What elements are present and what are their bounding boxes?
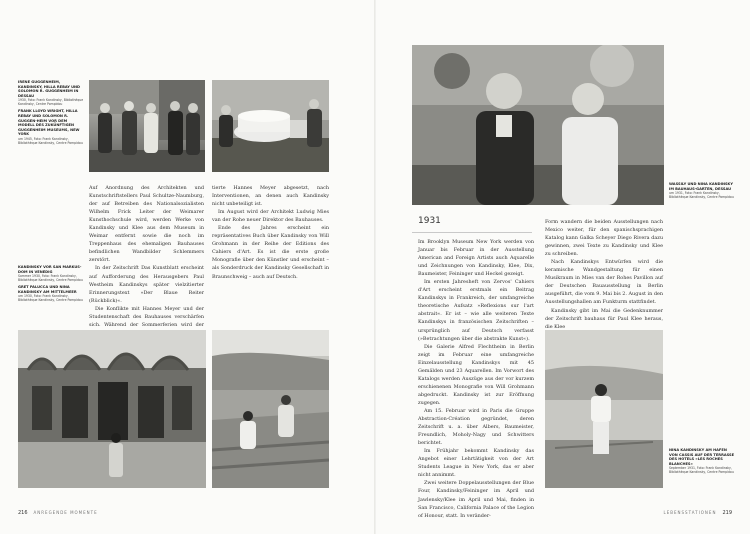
left-text-column-1	[89, 184, 204, 337]
caption-credit: 1930, Foto: Frank Kandinsky, Bibliothèque Kandinsky, Centre Pompidou	[18, 98, 84, 107]
photo-san-marco-venice	[18, 330, 206, 488]
caption-title: IRENE GUGGENHEIM, KANDINSKY, HILLA REBAY UND SOLOMON R. GUGGENHEIM IN DESSAU	[18, 80, 81, 98]
photo-museum-model	[212, 80, 329, 172]
right-text-column-2	[545, 218, 663, 331]
paragraph: Ende des Jahres erscheint ein repräsentatives Buch über Kandinsky von Will Grohmann in der Reihe der Editions des Cahiers d'Art. Es ist die erste große Monografie über den Künstler und erscheint – als Sonderdruck der Kandinsky Gesellschaft in Braunschweig – auch auf Deutsch.	[212, 225, 329, 280]
running-head: ANREGENDE MOMENTE	[33, 510, 98, 515]
paragraph: Im Brooklyn Museum New York werden von Januar bis Februar in der Ausstellung American and Foreign Artists auch Aquarelle und Zeichnungen von Kandinsky, Klee, Dix, Baumeister, Feininger und Heckel gezeigt.	[418, 239, 534, 278]
caption-guggenheim-dessau	[18, 80, 84, 148]
paragraph: Die Galerie Alfred Flechtheim in Berlin zeigt im Februar eine umfangreiche Einzelausstellung Kandinskys mit 45 Gemälden und 23 Aquarellen. Im Vorwort des Katalogs werden Auszüge aus der vor kurzem erschienenen Monografie von Will Grohmann abgedruckt. Kandinsky ist zur Eröffnung zugegen.	[418, 343, 534, 406]
caption-title: WASSILY UND NINA KANDINSKY IM BAUHAUS-GARTEN, DESSAU	[669, 182, 733, 191]
paragraph: Kandinsky gibt im Mai die Gedenknummer der Zeitschrift bauhaus für Paul Klee heraus, die Klee	[545, 307, 663, 330]
paragraph: In der Zeitschrift Das Kunstblatt erscheint auf Aufforderung des Herausgebers Paul Westheim Kandinskys später vielzitierter Erinnerungstext »Der Blaue Reiter (Rückblick)«.	[89, 265, 204, 304]
book-gutter	[374, 0, 376, 534]
paragraph: Im ersten Jahresheft von Zervos' Cahiers d'Art erscheint erstmals ein Beitrag Kandinskys in Frankreich, der umfangreiche theoretische Aufsatz »Reflexions sur l'art abstrait«. Er ist – wie alle weiteren Texte Kandinskys in französischen Zeitschriften – ursprünglich auf Deutsch verfasst (»Betrachtungen über die abstrakte Kunst«).	[418, 279, 534, 342]
photo-wassily-nina-garden	[412, 45, 664, 205]
paragraph: Nach Kandinskys Entwürfen wird die keramische Wandgestaltung für einen Musikraum in Mies van der Rohes Pavillon auf der Deutschen Bauausstellung in Berlin ausgeführt, die vom 9. Mai bis 2. August in den Ausstellungshallen am Funkturm stattfindet.	[545, 259, 663, 306]
caption-credit: September 1931, Foto: Frank Kandinsky, Bibliothèque Kandinsky, Centre Pompidou	[669, 466, 734, 475]
left-text-column-2	[212, 184, 329, 281]
caption-title: KANDINSKY VOR SAN MARKUS-DOM IN VENEDIG	[18, 265, 82, 274]
paragraph: Im Frühjahr bekommt Kandinsky das Angebot einer Lehrtätigkeit von der Art Students League in New York, das er aber nicht annimmt.	[418, 448, 534, 479]
caption-credit: um 1945, Foto: Frank Kandinsky, Bibliothèque Kandinsky, Centre Pompidou	[18, 136, 83, 145]
paragraph: Am 15. Februar wird in Paris die Gruppe Abstraction-Création gegründet, deren Zeitschrift u. a. über Albers, Baumeister, Freundlich, Moholy-Nagy und Schwitters berichtet.	[418, 407, 534, 447]
paragraph: Auf Anordnung des Architekten und Kunstschriftstellers Paul Schultze-Naumburg, der auf Betreiben des Nationalsozialisten Wilhelm Frick Leiter der Weimarer Kunsthochschule wird, werden Werke von Kandinsky und Klee aus dem Museum in Weimar entfernt sowie die noch im Treppenhaus des ehemaligen Bauhauses befindlichen Wandbilder Schlemmers zerstört.	[89, 185, 204, 264]
caption-title: FRANK LLOYD WRIGHT, HILLA REBAY UND SOLOMON R. GUGGEN-HEIM VOR DEM MODELL DES ZUKÜNFTIGEN GUGGENHEIM MUSEUMS, NEW YORK	[18, 109, 80, 137]
paragraph: Form wandern die beiden Ausstellungen nach Mexico weiter, für den spanischsprachigen Katalog kann Galka Scheyer Diego Rivera dazu gewinnen, zwei Texte zu Kandinsky und Klee zu schreiben.	[545, 219, 663, 258]
caption-nina-cassis	[669, 448, 735, 477]
caption-venice	[18, 265, 84, 305]
page-number: 216	[18, 510, 28, 516]
caption-credit: um 1931, Foto: Frank Kandinsky, Bibliothèque Kandinsky, Centre Pompidou	[669, 191, 734, 200]
photo-nina-cassis	[545, 330, 663, 488]
divider	[412, 232, 532, 233]
caption-title: GRET PALUCCA UND NINA KANDINSKY AM MITTELMEER	[18, 285, 77, 294]
paragraph: tierte Hannes Meyer abgesetzt, nach Interventionen, an denen auch Kandinsky nicht unbeteiligt ist.	[212, 185, 329, 208]
year-heading: 1931	[418, 216, 441, 226]
photo-palucca-mediterranean	[212, 330, 329, 488]
photo-guggenheim-group	[89, 80, 205, 172]
page-number: 219	[722, 510, 732, 516]
folio-left	[18, 510, 104, 516]
caption-bauhaus-garden	[669, 182, 735, 202]
paragraph: Im August wird der Architekt Ludwig Mies van der Rohe neuer Direktor des Bauhauses.	[212, 209, 329, 224]
caption-credit: um 1930, Foto: Frank Kandinsky, Bibliothèque Kandinsky, Centre Pompidou	[18, 294, 83, 303]
paragraph: Die Konflikte mit Hannes Meyer und der Studentenschaft des Bauhauses verschärfen sich. Während der Sommerferien wird der	[89, 305, 204, 328]
running-head: LEBENSSTATIONEN	[663, 510, 717, 515]
right-text-column-1	[418, 238, 534, 520]
folio-right	[658, 510, 733, 516]
caption-title: NINA KANDINSKY AM HAFEN VON CASSIS AUF DER TERRASSE DES HOTELS »LES ROCHES BLANCHES«	[669, 448, 735, 466]
paragraph: Zwei weitere Doppelausstellungen der Blue Four, Kandinsky/Feininger im April und Jawlensky/Klee im April und Mai, finden in San Francisco, California Palace of the Legion of Honour, statt. In veränder-	[418, 480, 534, 519]
caption-credit: Sommer 1930, Foto: Frank Kandinsky, Bibliothèque Kandinsky, Centre Pompidou	[18, 274, 83, 283]
